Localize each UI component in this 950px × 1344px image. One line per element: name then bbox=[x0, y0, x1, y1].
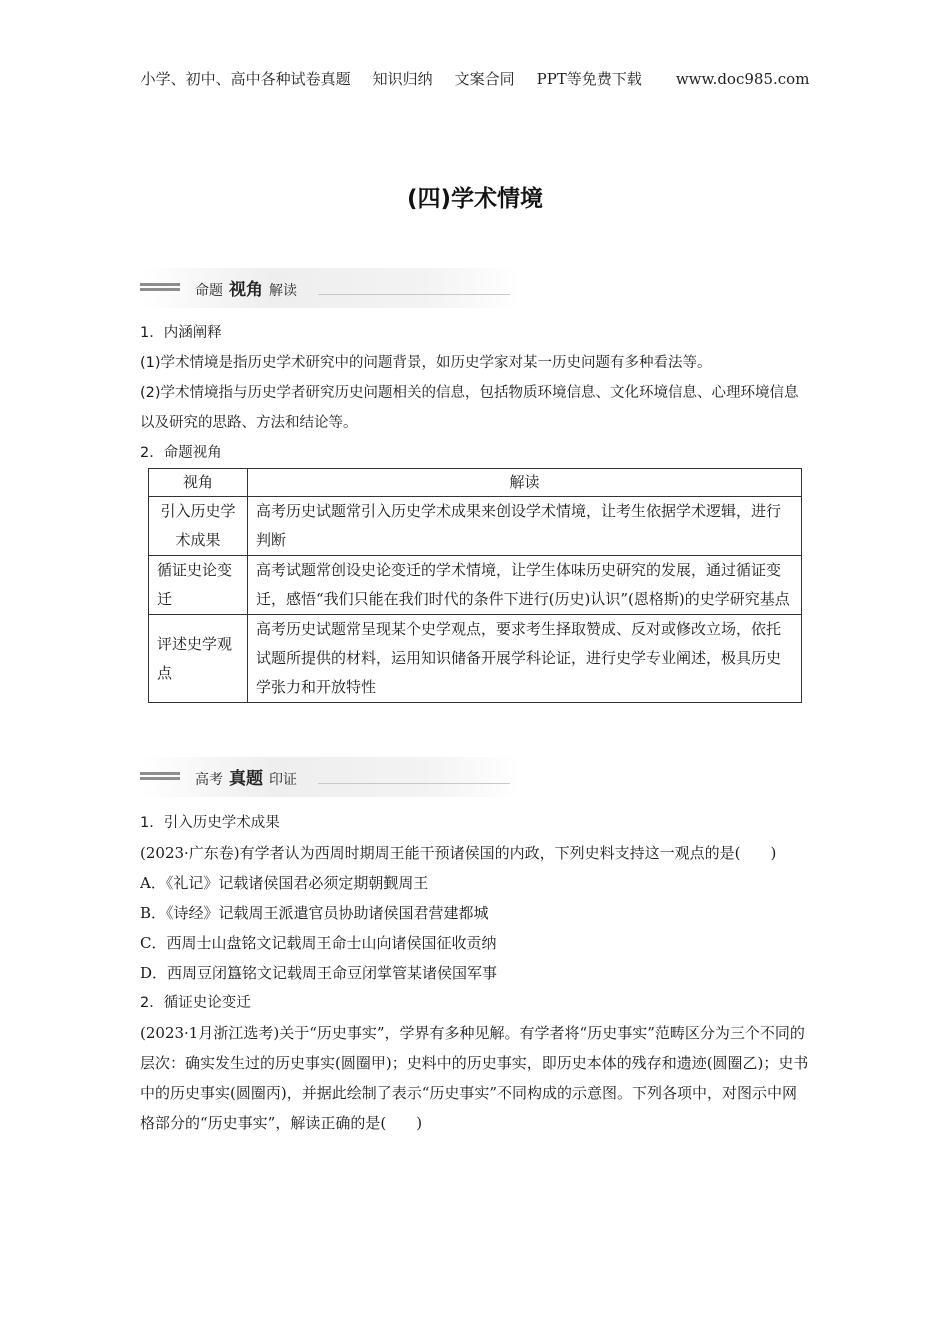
page-title: (四)学术情境 bbox=[406, 186, 544, 212]
section-heading-evidence: 2．循证史论变迁 bbox=[140, 995, 251, 1011]
section-banner-exam bbox=[140, 757, 520, 797]
option-c: C．西周士山盘铭文记载周王命士山向诸侯国征收贡纳 bbox=[140, 934, 497, 952]
table-header-cell: 解读 bbox=[248, 469, 802, 497]
table-row bbox=[149, 615, 802, 703]
paragraph-2: (2)学术情境指与历史学者研究历史问题相关的信息，包括物质环境信息、文化环境信息、心理环境信息以及研究的思路、方法和结论等。 bbox=[140, 385, 799, 431]
header-text-3: 文案合同 bbox=[454, 70, 515, 88]
header-text-4: PPT等免费下载 bbox=[536, 70, 642, 88]
section-content-2 bbox=[140, 808, 812, 1138]
banner-line bbox=[318, 783, 510, 784]
perspective-table bbox=[148, 468, 802, 703]
paragraph-1: (1)学术情境是指历史学术研究中的问题背景，如历史学家对某一历史问题有多种看法等。 bbox=[140, 355, 712, 371]
header-site: www.doc985.com bbox=[675, 70, 810, 88]
section-heading-connotation: 1．内涵阐释 bbox=[140, 325, 222, 341]
table-cell-desc: 高考试题常创设史论变迁的学术情境，让学生体味历史研究的发展，通过循证变迁，感悟“我们只能在我们时代的条件下进行(历史)认识”(恩格斯)的史学研究基点 bbox=[248, 556, 802, 615]
banner-label: 高考 真题 印证 bbox=[195, 769, 297, 789]
banner-bars-decoration bbox=[140, 772, 180, 782]
table-cell-desc: 高考历史试题常呈现某个史学观点，要求考生择取赞成、反对或修改立场，依托试题所提供的材料，运用知识储备开展学科论证，进行史学专业阐述，极具历史学张力和开放特性 bbox=[248, 615, 802, 703]
header-text-2: 知识归纳 bbox=[372, 70, 433, 88]
table-row bbox=[149, 497, 802, 556]
page-header bbox=[0, 68, 950, 89]
section-heading-perspective: 2．命题视角 bbox=[140, 445, 222, 461]
option-a: A．《礼记》记载诸侯国君必须定期朝觐周王 bbox=[140, 874, 429, 892]
banner-bars-decoration bbox=[140, 283, 180, 293]
table-header-row bbox=[149, 469, 802, 497]
section-heading-academic: 1．引入历史学术成果 bbox=[140, 815, 280, 831]
option-d: D．西周豆闭簋铭文记载周王命豆闭掌管某诸侯国军事 bbox=[140, 964, 498, 982]
header-text-1: 小学、初中、高中各种试卷真题 bbox=[140, 70, 351, 88]
banner-line bbox=[318, 294, 510, 295]
table-cell-view: 引入历史学术成果 bbox=[149, 497, 248, 556]
table-row bbox=[149, 556, 802, 615]
banner-label: 命题 视角 解读 bbox=[195, 280, 297, 300]
question-1: (2023·广东卷)有学者认为西周时期周王能干预诸侯国的内政，下列史料支持这一观点的是( ) bbox=[140, 844, 777, 862]
table-cell-view: 评述史学观点 bbox=[149, 615, 248, 703]
table-header-cell: 视角 bbox=[149, 469, 248, 497]
section-content-1 bbox=[140, 318, 812, 703]
table-cell-desc: 高考历史试题常引入历史学术成果来创设学术情境，让考生依据学术逻辑，进行判断 bbox=[248, 497, 802, 556]
table-cell-view: 循证史论变迁 bbox=[149, 556, 248, 615]
section-banner-proposition bbox=[140, 268, 520, 308]
option-b: B．《诗经》记载周王派遣官员协助诸侯国君营建都城 bbox=[140, 904, 489, 922]
question-2: (2023·1月浙江选考)关于“历史事实”，学界有多种见解。有学者将“历史事实”范畴区分为三个不同的层次：确实发生过的历史事实(圆圈甲)；史料中的历史事实，即历史本体的残存和遗迹(圆圈乙)；史书中的历史事实(圆圈丙)，并据此绘制了表示“历史事实”不同构成的示意图。下列各项中，对图示中网格部分的“历史事实”，解读正确的是( ) bbox=[140, 1024, 809, 1132]
